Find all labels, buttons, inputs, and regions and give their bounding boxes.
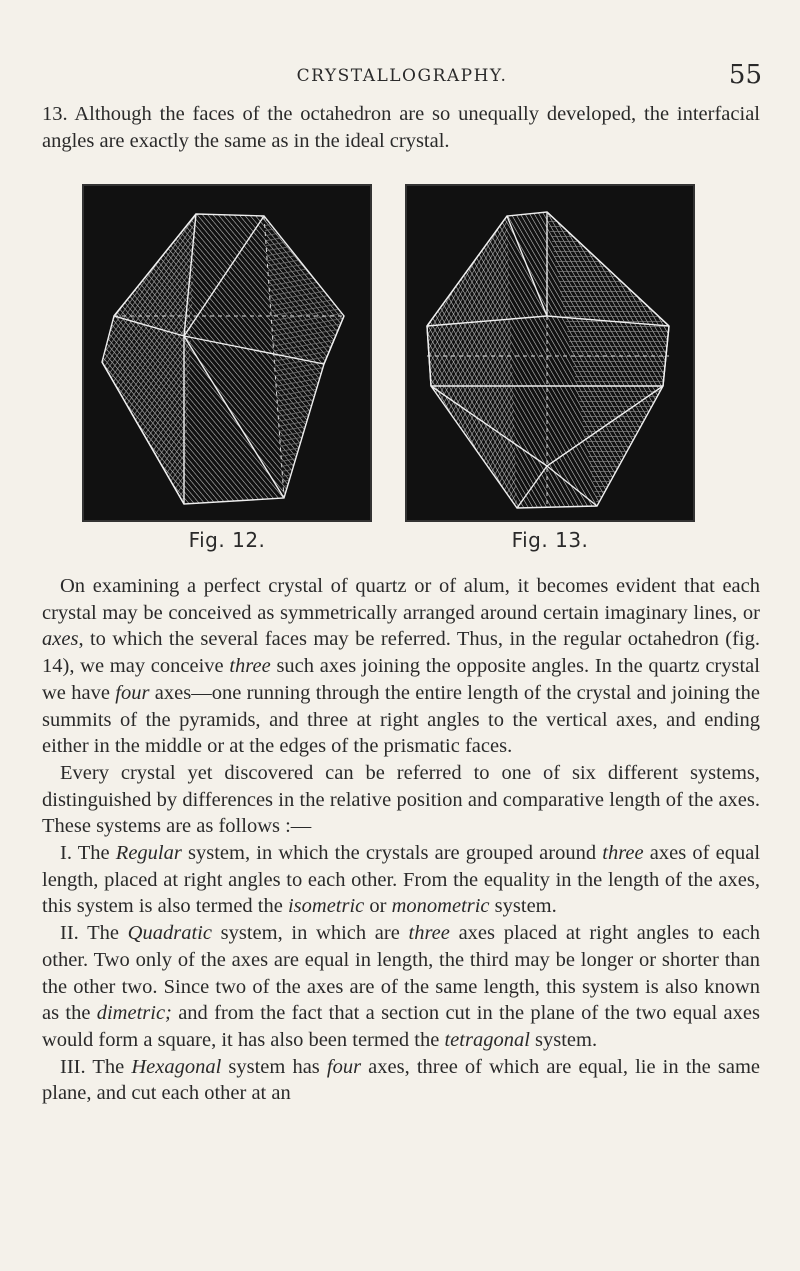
page-header	[42, 60, 762, 94]
emphasis: axes	[42, 628, 79, 651]
text-run: such axes joining the opposite angles. In the quartz crystal we have	[42, 655, 760, 704]
text-run: axes, three of which are equal, lie in the same plane, and cut each other at an	[42, 1055, 761, 1105]
text-run: and from the fact that a section cut in the plane of the two equal axes would form a square, it has also been termed the	[42, 1002, 760, 1051]
emphasis: three	[229, 655, 271, 678]
text-run: axes—one running through the entire length of the crystal and joining the summits of the pyramids, and three at right angles to the vertical axes, and ending either in the middle or at the edges of the prismatic faces.	[42, 681, 760, 758]
text-run: , to which the several faces may be referred. Thus, in the regular octahedron (fig. 14), we may conceive	[42, 628, 760, 678]
paragraph-systems: Every crystal yet discovered can be referred to one of six different systems, distinguished by differences in the relative position and comparative length of the axes. These systems are as follows :—	[42, 761, 760, 838]
text-run: system.	[489, 895, 557, 918]
figure-group	[82, 184, 712, 560]
emphasis: isometric	[287, 895, 365, 918]
figure-13-caption: Fig. 13.	[511, 528, 589, 552]
text-run: I. The	[60, 842, 116, 865]
emphasis: Regular	[115, 842, 182, 865]
figure-12-plate	[82, 184, 372, 522]
text-run: III. The	[60, 1055, 132, 1078]
emphasis: three	[408, 922, 450, 945]
figure-13-plate	[405, 184, 695, 522]
text-run: or	[364, 895, 392, 918]
text-run: axes of equal length, placed at right angles to each other. From the equality in the length of the axes, this system is also termed the	[42, 842, 761, 918]
emphasis: four	[115, 681, 150, 704]
section-number: 13.	[42, 103, 68, 125]
paragraph-axes	[42, 573, 760, 760]
page-number: 55	[728, 60, 762, 90]
paragraph-quadratic-system	[42, 920, 760, 1054]
figure-12	[82, 184, 372, 552]
running-head: CRYSTALLOGRAPHY.	[296, 66, 508, 86]
text-run: system has	[221, 1055, 327, 1078]
octahedron-crystal-illustration	[84, 186, 370, 520]
emphasis: dimetric;	[96, 1002, 172, 1025]
text-run: On examining a perfect crystal of quartz or of alum, it becomes evident that each crystal may be conceived as symmetrically arranged around certain imaginary lines, or	[42, 575, 760, 624]
emphasis: monometric	[391, 895, 490, 918]
quartz-crystal-illustration	[407, 186, 693, 520]
figure-13	[405, 184, 695, 552]
text-run: system, in which the crystals are grouped around	[181, 842, 603, 865]
emphasis: tetragonal	[444, 1028, 530, 1051]
text-run: system, in which are	[211, 922, 409, 945]
emphasis: Quadratic	[127, 922, 212, 945]
intro-paragraph	[42, 101, 760, 154]
figure-12-caption: Fig. 12.	[188, 528, 266, 552]
emphasis: three	[602, 842, 644, 865]
text-run: axes placed at right angles to each other. Two only of the axes are equal in length, the third may be longer or shorter than the other two. Since two of the axes are of the same length, this system is also known as the	[42, 922, 760, 1025]
emphasis: four	[326, 1055, 362, 1078]
body-text	[42, 573, 760, 1107]
paragraph-hexagonal-system	[42, 1054, 760, 1107]
intro-text: Although the faces of the octahedron are so unequally developed, the interfacial angles are exactly the same as in the ideal crystal.	[42, 103, 760, 152]
emphasis: Hexagonal	[131, 1055, 222, 1078]
text-run: system.	[529, 1028, 598, 1051]
text-run: II. The	[60, 922, 128, 945]
paragraph-regular-system	[42, 840, 760, 920]
